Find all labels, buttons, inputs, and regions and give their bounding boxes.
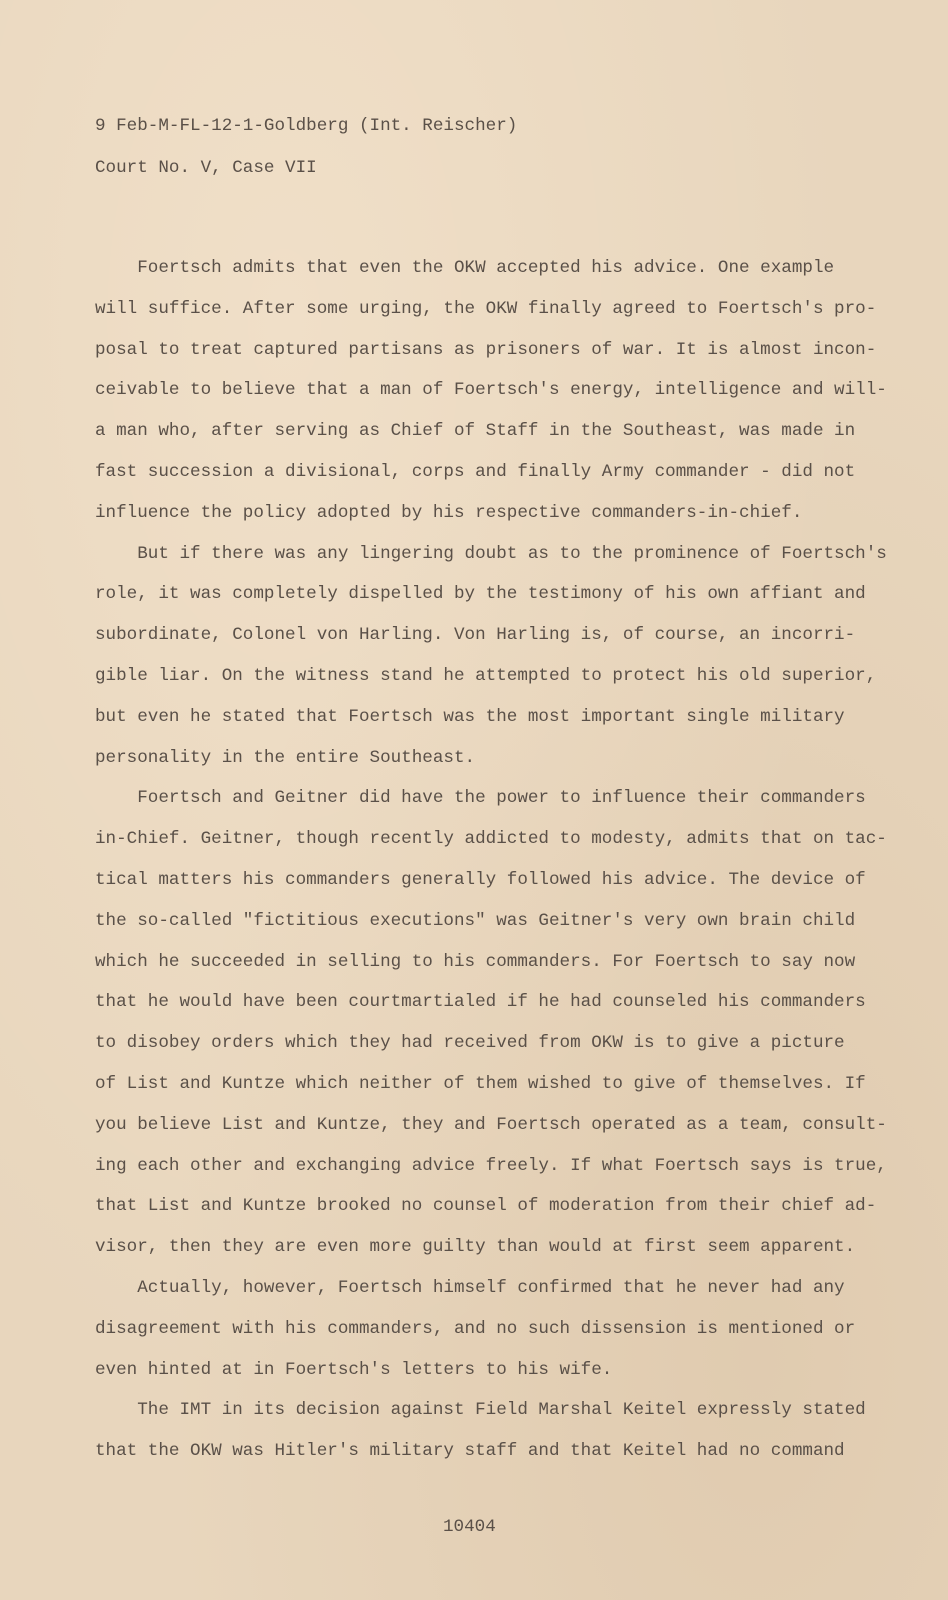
text-line: personality in the entire Southeast. <box>95 747 476 768</box>
text-line: to disobey orders which they had received from OKW is to give a picture <box>95 1033 845 1054</box>
text-line: The IMT in its decision against Field Marshal Keitel expressly stated <box>95 1400 866 1421</box>
text-line: ing each other and exchanging advice freely. If what Foertsch says is true, <box>95 1155 887 1176</box>
text-line: subordinate, Colonel von Harling. Von Harling is, of course, an incorri- <box>95 625 856 646</box>
text-line: influence the policy adopted by his respective commanders-in-chief. <box>95 502 803 523</box>
text-line: Actually, however, Foertsch himself confirmed that he never had any <box>95 1278 845 1298</box>
text-line: that the OKW was Hitler's military staff and that Keitel had no command <box>95 1441 845 1462</box>
text-line: in-Chief. Geitner, though recently addicted to modesty, admits that on tac- <box>95 829 887 850</box>
text-line: ceivable to believe that a man of Foertsch's energy, intelligence and will- <box>95 380 887 401</box>
page-number: 10404 <box>443 1517 496 1537</box>
text-line: even hinted at in Foertsch's letters to his wife. <box>95 1359 613 1380</box>
text-line: role, it was completely dispelled by the testimony of his own affiant and <box>95 584 866 605</box>
text-line: Foertsch admits that even the OKW accepted his advice. One example <box>95 258 835 278</box>
text-line: posal to treat captured partisans as prisoners of war. It is almost incon- <box>95 339 877 360</box>
text-line: the so-called "fictitious executions" was Geitner's very own brain child <box>95 910 856 931</box>
text-line: you believe List and Kuntze, they and Foertsch operated as a team, consult- <box>95 1114 887 1135</box>
text-line: visor, then they are even more guilty than would at first seem apparent. <box>95 1237 856 1258</box>
text-line: tical matters his commanders generally followed his advice. The device of <box>95 870 866 890</box>
text-line: that List and Kuntze brooked no counsel of moderation from their chief ad- <box>95 1196 877 1217</box>
text-line: a man who, after serving as Chief of Staff in the Southeast, was made in <box>95 421 856 442</box>
text-line: But if there was any lingering doubt as to the prominence of Foertsch's <box>95 543 887 564</box>
text-line: will suffice. After some urging, the OKW finally agreed to Foertsch's pro- <box>95 298 877 319</box>
text-line: that he would have been courtmartialed if he had counseled his commanders <box>95 992 866 1013</box>
text-line: which he succeeded in selling to his commanders. For Foertsch to say now <box>95 951 856 972</box>
text-line: fast succession a divisional, corps and finally Army commander - did not <box>95 462 856 482</box>
court-case-line: Court No. V, Case VII <box>95 158 317 178</box>
document-reference: 9 Feb-M-FL-12-1-Goldberg (Int. Reischer) <box>95 116 518 136</box>
text-line: gible liar. On the witness stand he attempted to protect his old superior, <box>95 666 877 686</box>
text-line: Foertsch and Geitner did have the power to influence their commanders <box>95 788 866 809</box>
text-line: but even he stated that Foertsch was the most important single military <box>95 706 845 727</box>
text-line: disagreement with his commanders, and no such dissension is mentioned or <box>95 1318 856 1339</box>
text-line: of List and Kuntze which neither of them wished to give of themselves. If <box>95 1074 866 1094</box>
